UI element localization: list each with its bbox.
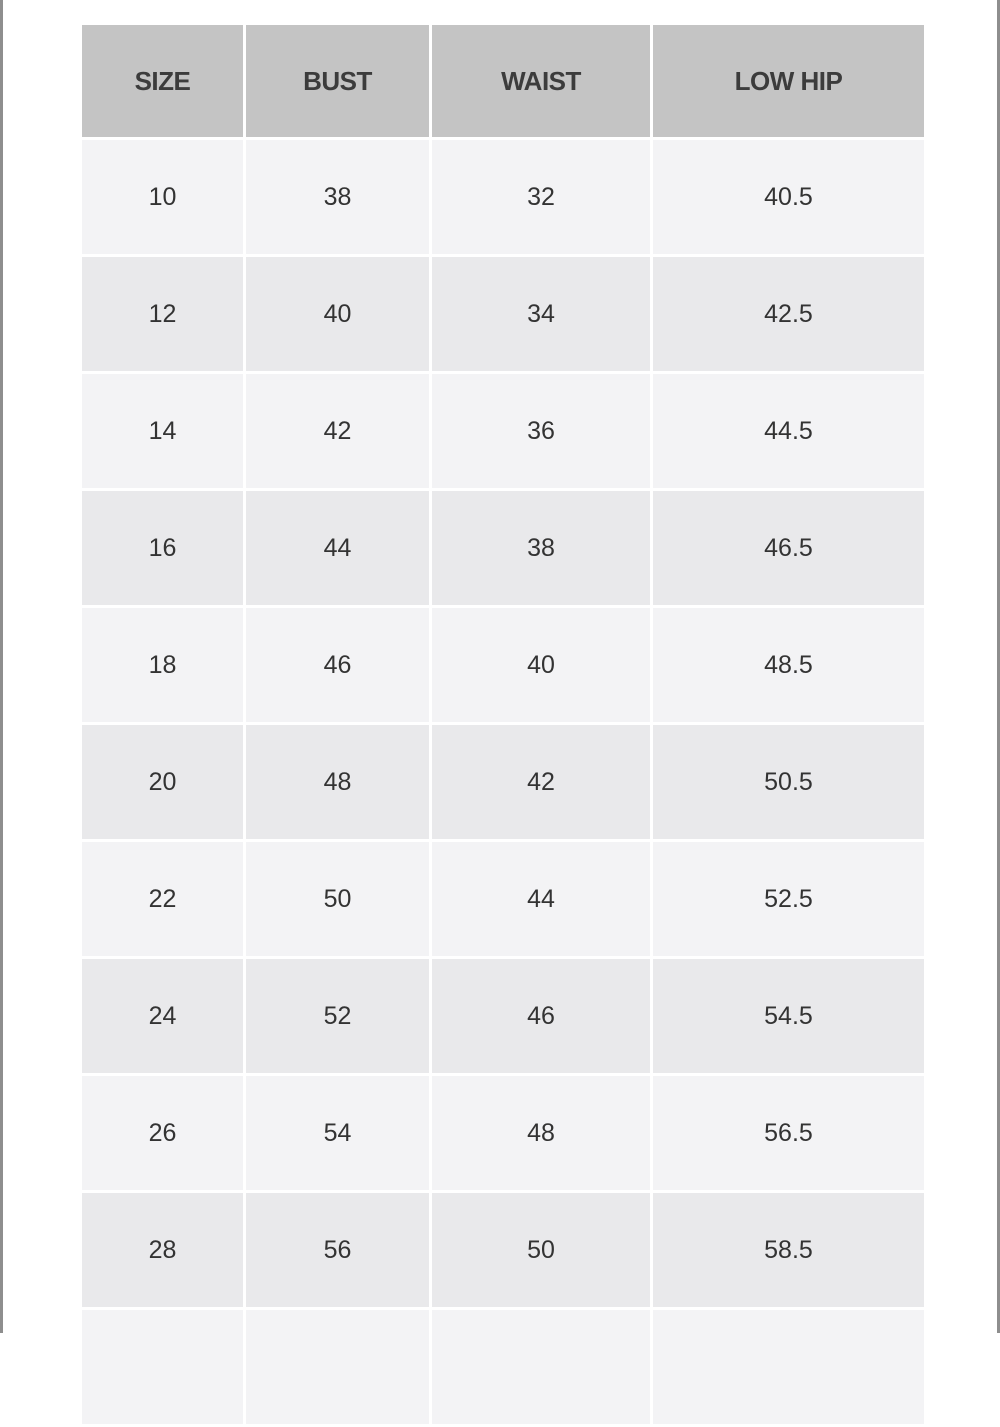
header-low-hip: LOW HIP (653, 25, 924, 137)
cell-size: 22 (82, 842, 243, 956)
cell-low-hip: 56.5 (653, 1076, 924, 1190)
cell-low-hip: 40.5 (653, 140, 924, 254)
cell-waist: 34 (432, 257, 650, 371)
cell-low-hip: 46.5 (653, 491, 924, 605)
cell-low-hip: 50.5 (653, 725, 924, 839)
cell-low-hip: 44.5 (653, 374, 924, 488)
cell-size (82, 1310, 243, 1424)
cell-bust: 50 (246, 842, 429, 956)
cell-waist: 38 (432, 491, 650, 605)
table-row (82, 257, 924, 371)
cell-size: 14 (82, 374, 243, 488)
cell-size: 10 (82, 140, 243, 254)
table-row (82, 842, 924, 956)
cell-bust: 46 (246, 608, 429, 722)
cell-bust (246, 1310, 429, 1424)
cell-bust: 54 (246, 1076, 429, 1190)
header-waist: WAIST (432, 25, 650, 137)
cell-low-hip: 48.5 (653, 608, 924, 722)
cell-size: 20 (82, 725, 243, 839)
size-chart-table (79, 22, 927, 1427)
header-size: SIZE (82, 25, 243, 137)
cell-bust: 48 (246, 725, 429, 839)
cell-low-hip (653, 1310, 924, 1424)
table-row (82, 725, 924, 839)
cell-low-hip: 58.5 (653, 1193, 924, 1307)
cell-waist: 40 (432, 608, 650, 722)
table-row (82, 140, 924, 254)
header-bust: BUST (246, 25, 429, 137)
cell-waist: 44 (432, 842, 650, 956)
table-row (82, 374, 924, 488)
left-frame-edge (0, 0, 3, 1333)
cell-size: 18 (82, 608, 243, 722)
table-row (82, 959, 924, 1073)
cell-size: 28 (82, 1193, 243, 1307)
cell-waist: 50 (432, 1193, 650, 1307)
table-row (82, 1076, 924, 1190)
cell-bust: 40 (246, 257, 429, 371)
cell-size: 12 (82, 257, 243, 371)
cell-size: 26 (82, 1076, 243, 1190)
cell-bust: 52 (246, 959, 429, 1073)
cell-bust: 56 (246, 1193, 429, 1307)
cell-waist: 32 (432, 140, 650, 254)
cell-bust: 42 (246, 374, 429, 488)
cell-bust: 38 (246, 140, 429, 254)
cell-waist (432, 1310, 650, 1424)
cell-low-hip: 42.5 (653, 257, 924, 371)
cell-bust: 44 (246, 491, 429, 605)
table-row (82, 608, 924, 722)
table-row-partial (82, 1310, 924, 1424)
size-chart-header-row (82, 25, 924, 137)
cell-low-hip: 52.5 (653, 842, 924, 956)
table-row (82, 1193, 924, 1307)
cell-waist: 36 (432, 374, 650, 488)
cell-waist: 42 (432, 725, 650, 839)
cell-size: 24 (82, 959, 243, 1073)
cell-waist: 46 (432, 959, 650, 1073)
cell-waist: 48 (432, 1076, 650, 1190)
cell-low-hip: 54.5 (653, 959, 924, 1073)
cell-size: 16 (82, 491, 243, 605)
table-row (82, 491, 924, 605)
